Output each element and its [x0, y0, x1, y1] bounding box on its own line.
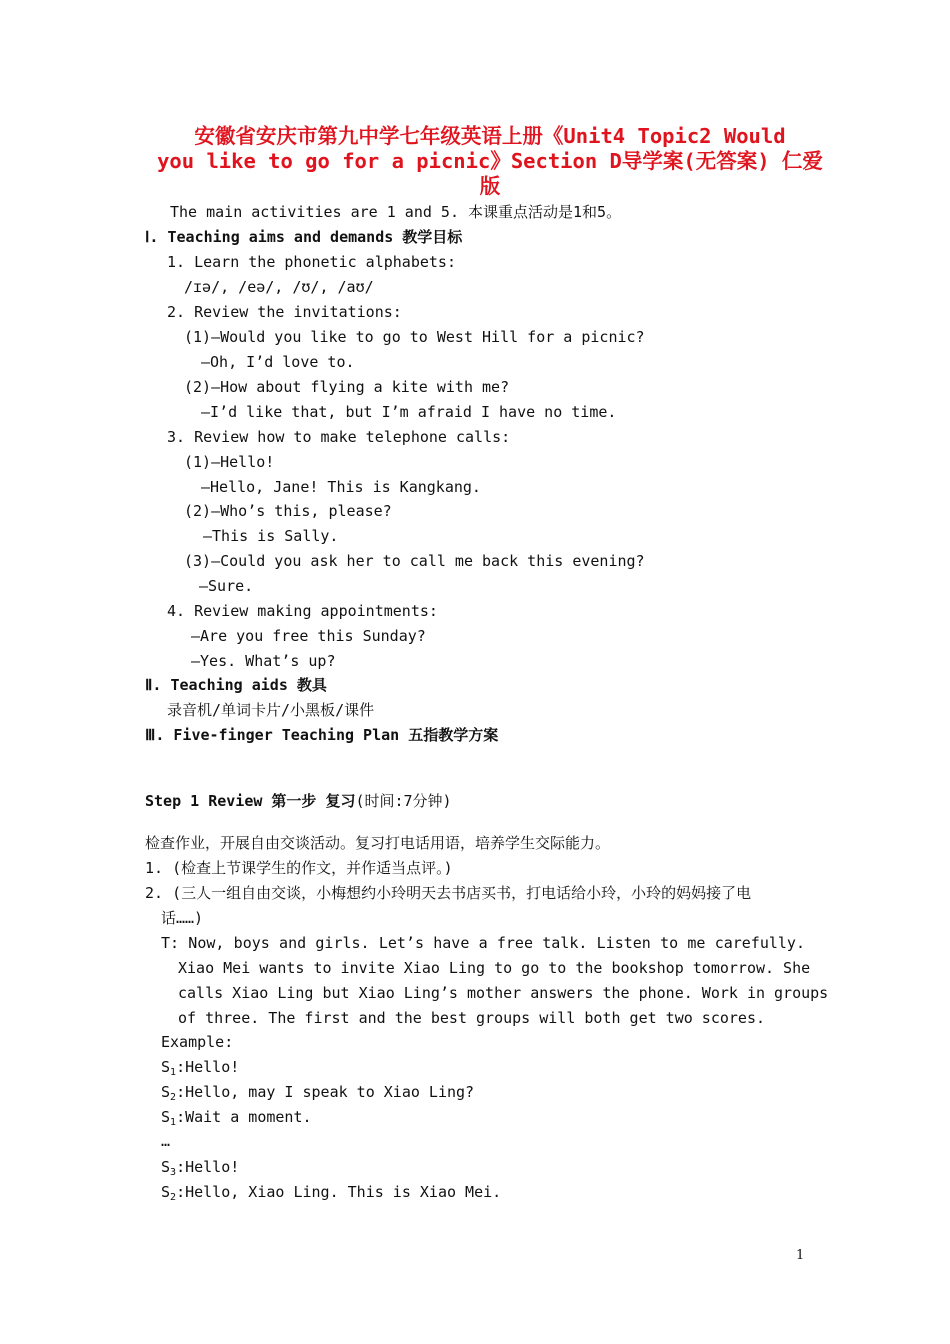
dialogue-text: :Hello, Xiao Ling. This is Xiao Mei. — [176, 1183, 502, 1201]
appointment-answer: —Yes. What’s up? — [191, 652, 336, 670]
telephone-1-b: —Hello, Jane! This is Kangkang. — [201, 478, 481, 496]
teacher-line-1: T: Now, boys and girls. Let’s have a free talk. Listen to me carefully. — [161, 934, 805, 952]
telephone-2-b: —This is Sally. — [203, 527, 339, 545]
dialogue-text: :Wait a moment. — [176, 1108, 312, 1126]
appointment-question: —Are you free this Sunday? — [191, 627, 426, 645]
dialogue-text: :Hello! — [176, 1058, 240, 1076]
section-2-heading: Ⅱ. Teaching aids 教具 — [145, 676, 327, 694]
invitation-1-question: (1)—Would you like to go to West Hill for a picnic? — [184, 328, 645, 346]
step-1-description: 检查作业，开展自由交谈活动。复习打电话用语，培养学生交际能力。 — [145, 834, 611, 852]
step-1-heading-line — [145, 791, 452, 811]
title-line-1: 安徽省安庆市第九中学七年级英语上册《Unit4 Topic2 Would — [194, 124, 786, 148]
teacher-line-4: of three. The first and the best groups will both get two scores. — [178, 1009, 765, 1027]
phonetic-symbols: /ɪə/, /eə/, /ʊ/, /aʊ/ — [184, 278, 374, 296]
intro-text: The main activities are 1 and 5. 本课重点活动是1和5。 — [170, 203, 622, 221]
title-line-2: you like to go for a picnic》Section D导学案(无答案) 仁爱 — [157, 149, 823, 173]
teaching-aids-list: 录音机/单词卡片/小黑板/课件 — [167, 701, 375, 719]
speaker-label: $S_2$ — [161, 1083, 177, 1103]
section-1-heading: Ⅰ. Teaching aims and demands 教学目标 — [145, 228, 463, 246]
dialogue-line-1 — [161, 1057, 239, 1083]
title-line-3: 版 — [479, 174, 501, 198]
dialogue-text: :Hello! — [176, 1158, 240, 1176]
page-number: 1 — [796, 1248, 805, 1263]
section-3-heading: Ⅲ. Five-finger Teaching Plan 五指教学方案 — [145, 726, 499, 744]
telephone-1-a: (1)—Hello! — [184, 453, 275, 471]
dialogue-line-5 — [161, 1182, 501, 1208]
step-1-time: (时间:7分钟) — [355, 792, 452, 810]
telephone-2-a: (2)—Who’s this, please? — [184, 502, 392, 520]
example-label: Example: — [161, 1033, 234, 1051]
speaker-label: $S_2$ — [161, 1183, 177, 1203]
step-1-item-1: 1. (检查上节课学生的作文，并作适当点评。) — [145, 859, 453, 877]
document-title — [150, 124, 830, 199]
dialogue-ellipsis: … — [161, 1132, 171, 1150]
telephone-3-a: (3)—Could you ask her to call me back this evening? — [184, 552, 645, 570]
dialogue-text: :Hello, may I speak to Xiao Ling? — [176, 1083, 475, 1101]
aim-item-4: 4. Review making appointments: — [167, 602, 438, 620]
aim-item-1: 1. Learn the phonetic alphabets: — [167, 253, 456, 271]
speaker-label: $S_1$ — [161, 1108, 177, 1128]
telephone-3-b: —Sure. — [199, 577, 254, 595]
speaker-label: $S_1$ — [161, 1058, 177, 1078]
aim-item-3: 3. Review how to make telephone calls: — [167, 428, 511, 446]
speaker-label: $S_3$ — [161, 1158, 177, 1178]
invitation-2-answer: —I’d like that, but I’m afraid I have no time. — [201, 403, 617, 421]
dialogue-line-3 — [161, 1107, 312, 1133]
teacher-line-2: Xiao Mei wants to invite Xiao Ling to go to the bookshop tomorrow. She — [178, 959, 811, 977]
teacher-line-3: calls Xiao Ling but Xiao Ling’s mother answers the phone. Work in groups — [178, 984, 829, 1002]
invitation-2-question: (2)—How about flying a kite with me? — [184, 378, 510, 396]
step-1-heading: Step 1 Review 第一步 复习 — [145, 792, 356, 810]
invitation-1-answer: —Oh, I’d love to. — [201, 353, 355, 371]
dialogue-line-4 — [161, 1157, 239, 1183]
step-1-item-2-line-2: 话……) — [161, 909, 204, 927]
step-1-item-2-line-1: 2. (三人一组自由交谈，小梅想约小玲明天去书店买书，打电话给小玲，小玲的妈妈接了电 — [145, 884, 752, 902]
aim-item-2: 2. Review the invitations: — [167, 303, 402, 321]
dialogue-line-2 — [161, 1082, 474, 1108]
